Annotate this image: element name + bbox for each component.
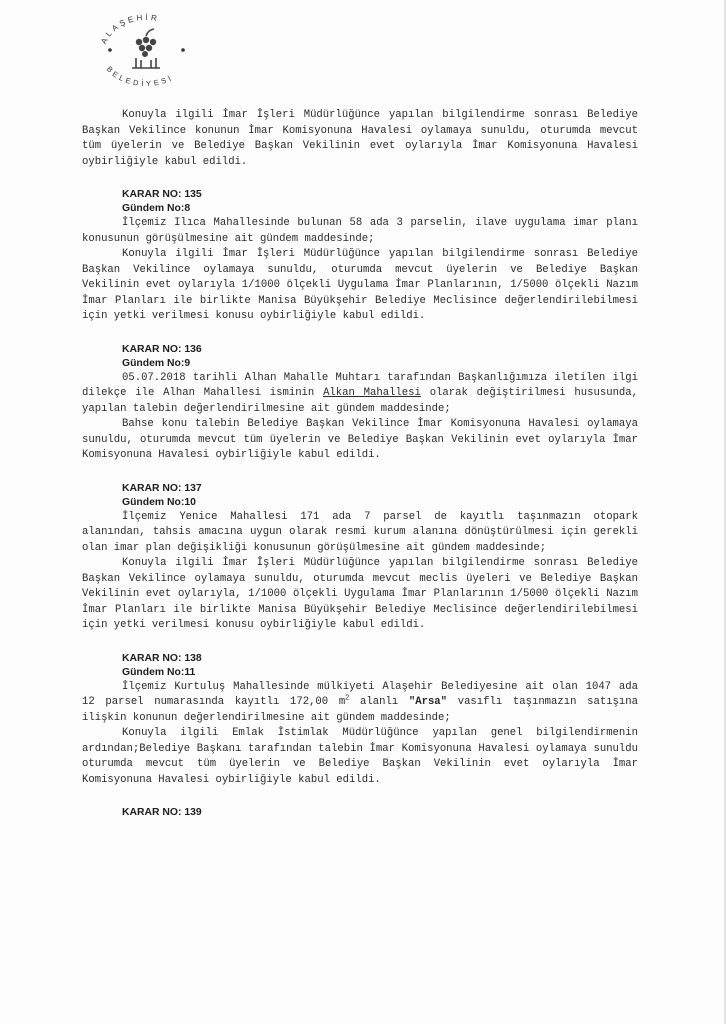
bold-term: "Arsa" — [408, 696, 448, 708]
decision-number: KARAR NO: 135 — [122, 189, 202, 200]
decision-number: KARAR NO: 139 — [122, 807, 202, 818]
decision-135 — [82, 188, 638, 325]
municipality-logo — [90, 10, 202, 90]
text-run: vasıflı taşınmazın satışına ilişkin konunun değerlendirilmesine ait gündem maddesinde; — [82, 696, 638, 724]
decision-138 — [82, 652, 638, 789]
superscript: 2 — [345, 694, 350, 703]
decision-paragraph: Bahse konu talebin Belediye Başkan Vekilince İmar Komisyonuna Havalesi oylamaya sunuldu, oturumda mevcut tüm üyelerin ve Belediye Başkan Vekilinin evet oylarıyla İmar Komisyonuna Havalesi oybirliğiyle kabul edildi. — [82, 418, 638, 461]
decision-number: KARAR NO: 138 — [122, 652, 202, 664]
intro-block — [82, 108, 638, 170]
logo-top-text: ALAŞEHİR — [99, 12, 161, 46]
decision-paragraph — [82, 371, 638, 418]
underlined-name: Alkan Mahallesi — [323, 387, 421, 399]
decision-137 — [82, 482, 638, 634]
agenda-number: Gündem No:11 — [122, 666, 196, 678]
decision-paragraph — [82, 680, 638, 727]
text-run: 05.07.2018 tarihli Alhan Mahalle Muhtarı tarafından Başkanlığımıza iletilen ilgi dilekçe ile Alhan Mahallesi isminin — [82, 371, 638, 399]
decision-paragraph: Konuyla ilgili İmar İşleri Müdürlüğünce yapılan bilgilendirme sonrası Belediye Başkan Vekilince oylamaya sunuldu, oturumda mevcut meclis üyeleri ve Belediye Başkan Vekilinin evet oylarıyla, 1/1000 ölçekli Uygulama İmar Planlarının 1/5000 ölçekli Nazım İmar Planları ile birlikte Manisa Büyükşehir Belediye Meclisince değerlendirilebilmesi için yetki verilmesi konusu oybirliğiyle kabul edildi. — [82, 557, 638, 631]
decision-paragraph: Konuyla ilgili İmar İşleri Müdürlüğünce yapılan bilgilendirme sonrası Belediye Başkan Vekilince oylamaya sunuldu, oturumda mevcut üyelerin ve Belediye Başkan Vekilinin evet oylarıyla 1/1000 ölçekli Uygulama İmar Planlarının, 1/5000 ölçekli Nazım İmar Planları ile birlikte Manisa Büyükşehir Belediye Meclisince değerlendirilebilmesi için yetki verilmesi konusu oybirliğiyle kabul edildi. — [82, 248, 638, 322]
text-run: olarak değiştirilmesi hususunda, yapılan talebin değerlendirilmesine ait gündem maddesinde; — [82, 387, 639, 415]
decision-139 — [82, 806, 638, 820]
decision-136 — [82, 343, 638, 464]
decision-number: KARAR NO: 137 — [122, 482, 202, 494]
intro-paragraph: Konuyla ilgili İmar İşleri Müdürlüğünce yapılan bilgilendirme sonrası Belediye Başkan Vekilince konunun İmar Komisyonuna Havalesi oylamaya sunuldu, oturumda mevcut tüm üyelerin ve Belediye Başkan Vekilinin evet oylarıyla İmar Komisyonuna Havalesi oybirliğiyle kabul edildi. — [82, 109, 638, 168]
decision-paragraph: İlçemiz Ilıca Mahallesinde bulunan 58 ada 3 parselin, ilave uygulama imar planı konusunun görüşülmesine ait gündem maddesinde; — [82, 217, 638, 245]
municipality-seal-icon — [90, 10, 202, 90]
document-body — [82, 108, 638, 838]
decision-paragraph: Konuyla ilgili Emlak İstimlak Müdürlüğünce yapılan genel bilgilendirmenin ardından;Belediye Başkanı tarafından talebin İmar Komisyonuna Havalesi oylamaya sunuldu oturumda mevcut tüm üyelerin ve Belediye Başkan Vekilinin evet oylarıyla İmar Komisyonuna Havalesi oybirliğiyle kabul edildi. — [82, 727, 638, 786]
agenda-number: Gündem No:9 — [122, 357, 191, 369]
agenda-number: Gündem No:10 — [122, 496, 196, 508]
logo-bottom-text: BELEDİYESİ — [104, 64, 176, 89]
decision-paragraph: İlçemiz Yenice Mahallesi 171 ada 7 parsel de kayıtlı taşınmazın otopark alanından, tahsis amacına uygun olarak resmi kurum alanına dönüştürülmesi için gerekli olan imar plan değişikliği konusunun görüşülmesine ait gündem maddesinde; — [82, 510, 638, 554]
text-run: İlçemiz Kurtuluş Mahallesinde mülkiyeti Alaşehir Belediyesine ait olan 1047 ada 12 parsel numarasında kayıtlı 172,00 m — [82, 680, 638, 708]
text-run: alanlı — [349, 696, 409, 708]
agenda-number: Gündem No:8 — [122, 203, 191, 214]
decision-number: KARAR NO: 136 — [122, 343, 202, 355]
